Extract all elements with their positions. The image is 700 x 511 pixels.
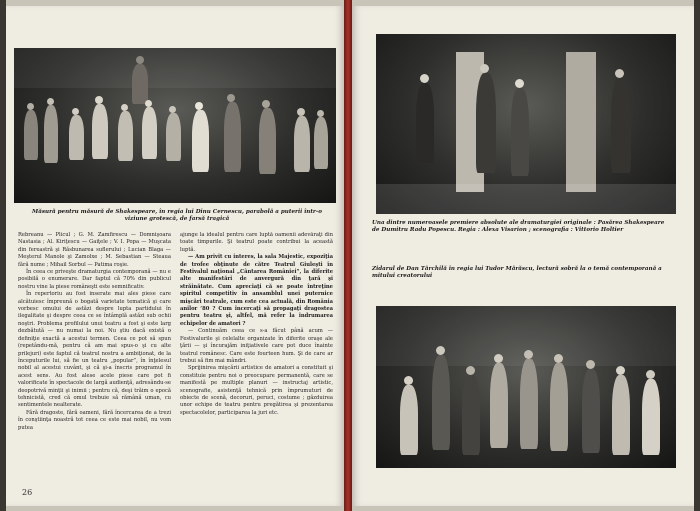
book-edge-right — [694, 0, 700, 511]
photo-caption-left: Măsură pentru măsură de Shakespeare, în regia lui Dinu Cernescu, parabolă a puterii într-o viziune grotescă, de farsă tragică — [32, 209, 322, 222]
photo-caption-right-top: Una dintre numeroasele premiere absolute ale dramaturgiei originale : Pasărea Shakespeare de Dumitru Radu Popescu. Regia : Alexa Visarion ; scenografia : Vittorio Holtier — [372, 220, 665, 233]
stage-photo-measure-for-measure — [14, 48, 336, 203]
left-page — [6, 6, 344, 506]
col1-paragraph: Rebreanu — Plicul ; G. M. Zamfirescu — Domnişoara Nastasia ; Al. Kiriţescu — Gaiţele ; V. I. Popa — Muşcata din fereastră şi Răsbunarea suflerului ; Lucian Blaga — Meşterul Manole şi Zamolxe ; M. Sebastian — Steaua fără nume ; Mihail Sorbul — Patima roşie. — [18, 232, 171, 268]
book-spine — [344, 0, 352, 511]
col2-interview-question: — Am privit cu interes, la sala Majestic, expoziţia de trofee obţinute de către Teatrul Giuleşti în Festivalul naţional „Cântarea României”, la diferite alte manifestări de anvergură din ţară şi străinătate. Cum apreciaţi că se poate întreţine spiritul competitiv în ansamblul unei puternice mişcări teatrale, cum este cea actuală, din România anilor ’80 ? Cum încercaţi să propagaţi dragostea pentru teatru şi, altfel, mă refer la îndrumarea echipelor de amatori ? — [180, 254, 333, 327]
photo-caption-right-middle: Zidarul de Dan Tărchilă în regia lui Tudor Mărăscu, lectură sobră la o temă contemporană a mitului creatorului — [372, 266, 662, 279]
col2-paragraph: — Continuăm ceea ce s-a făcut până acum — Festivalurile şi celelalte organizate în diferite oraşe ale ţării — şi încurajăm iniţiativele care pot duce înainte teatrul românesc. Care este fourteen hum. Şi de care ar trebui să fim mai mândri. — [180, 328, 333, 364]
article-column-1 — [18, 232, 171, 482]
right-page — [352, 6, 694, 506]
article-column-2 — [180, 232, 333, 482]
col1-paragraph: În ceea ce priveşte dramaturgia contemporană — nu e posibilă o enumerare. Dar faptul că 70% din publicul nostru vine la piese româneşti este semnificativ. — [18, 269, 171, 290]
page-number: 26 — [22, 488, 33, 497]
col1-paragraph: În repertoriu au fost inserate mai ales piese care alcătuiesc împreună o bogată varietate tematică şi care vorbesc omului de astăzi despre lupta partidului în ilegalitate şi despre ceea ce se întâmplă astăzi sub ochii noştri. Problema profilului unui teatru a fost şi este larg dezbătută — nu numai la noi. Nu ştiu dacă există o definiţie exactă a acestui termen. Ceea ce pot să spun (repetându-mă, pentru că am mai spus-o şi cu alte prilejuri) este faptul că teatrul nostru a ambiţionat, de la începuturile lui, să fie un teatru „popular”, în înţelesul nobil al acestui cuvânt, şi că şi-a înscris programul în acest sens. Au fost alese acele piese care pot fi valorificate în spectacole de largă audienţă, adresându-se deopotrivă minţii şi inimii ; pentru că, deşi trăim o epocă tehnicistă, cred că omul trebuie să rămână uman, cu sentimentele nealterate. — [18, 291, 171, 409]
col2-paragraph: ajunge la idealul pentru care luptă oamenii adevăraţi din toate timpurile. Şi teatrul poate contribui la această luptă. — [180, 232, 333, 253]
col1-paragraph: Fără dragoste, fără oameni, fără încercarea de a trezi în conştiinţa noastră tot ceea ce este mai nobil, nu vom putea — [18, 409, 171, 431]
stage-photo-zidarul — [376, 306, 676, 468]
col2-paragraph: Sprijinirea mişcării artistice de amatori a constituit şi constituie pentru noi o preocupare permanentă, care se manifestă pe multiple planuri — instructaj artistic, scenografie, asistenţă tehnică prin împrumuturi de obiecte de scenă, decoruri, peruci, costume ; găzduirea unor echipe de teatru pentru pregătirea şi prezentarea spectacolelor, participarea la juri etc. — [180, 365, 333, 416]
stage-photo-pasarea-shakespeare — [376, 34, 676, 214]
